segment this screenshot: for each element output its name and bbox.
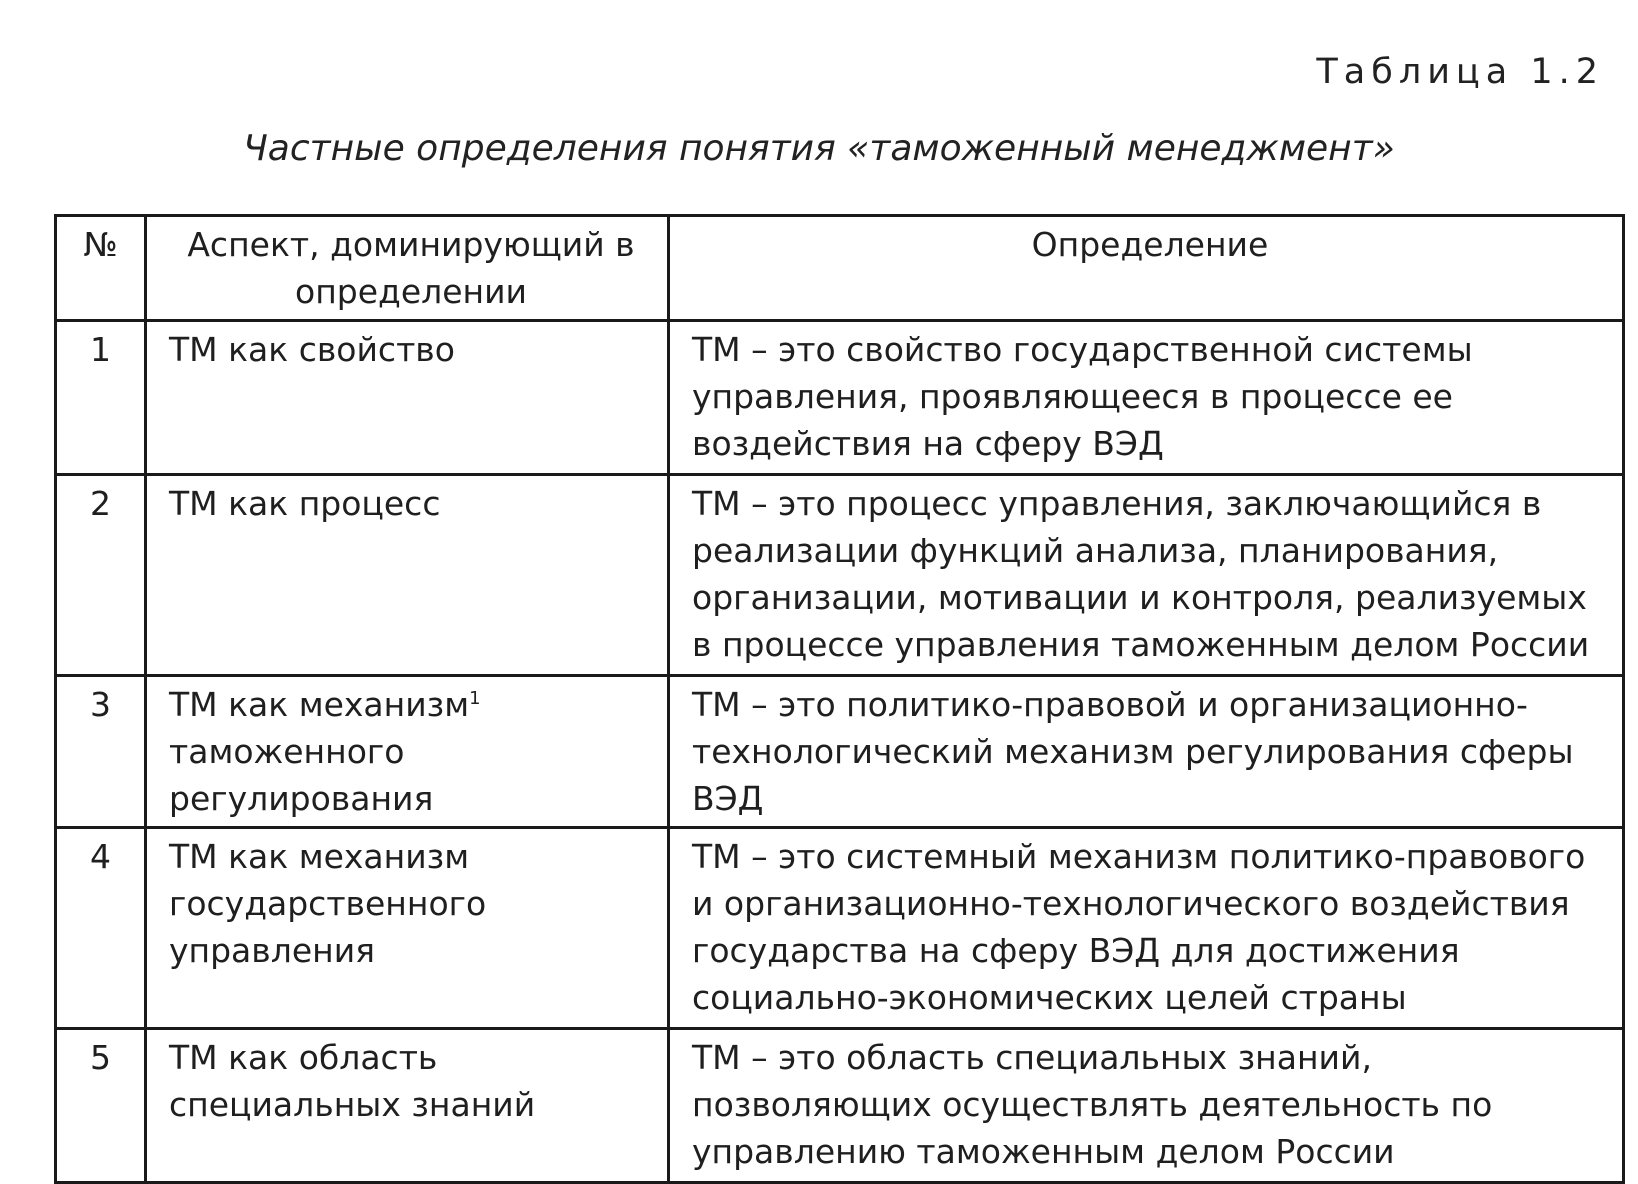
aspect-text: ТМ как механизм [169, 685, 470, 724]
table-row [56, 1029, 1624, 1183]
row-number: 1 [56, 321, 146, 475]
footnote-marker: 1 [469, 688, 481, 709]
row-aspect [146, 676, 669, 828]
row-definition: ТМ – это процесс управления, заключающийся в реализации функций анализа, планирования, организации, мотивации и контроля, реализуемых в процессе управления таможенным делом России [669, 475, 1624, 676]
row-number: 5 [56, 1029, 146, 1183]
row-number: 4 [56, 828, 146, 1029]
table-row [56, 676, 1624, 828]
table-header-row [56, 216, 1624, 321]
header-definition: Определение [669, 216, 1624, 321]
row-aspect: ТМ как свойство [146, 321, 669, 475]
row-number: 2 [56, 475, 146, 676]
header-num: № [56, 216, 146, 321]
row-definition: ТМ – это область специальных знаний, позволяющих осуществлять деятельность по управлению таможенным делом России [669, 1029, 1624, 1183]
aspect-text-rest: таможенного регулирования [169, 732, 434, 818]
definitions-table [54, 214, 1625, 1184]
row-number: 3 [56, 676, 146, 828]
row-definition: ТМ – это свойство государственной системы управления, проявляющееся в процессе ее воздействия на сферу ВЭД [669, 321, 1624, 475]
table-row [56, 828, 1624, 1029]
row-definition: ТМ – это системный механизм политико-правового и организационно-технологического воздействия государства на сферу ВЭД для достижения социально-экономических целей страны [669, 828, 1624, 1029]
table-row [56, 321, 1624, 475]
table-number-label: Таблица 1.2 [1316, 52, 1604, 92]
row-definition: ТМ – это политико-правовой и организационно-технологический механизм регулирования сферы ВЭД [669, 676, 1624, 828]
row-aspect: ТМ как механизм государственного управления [146, 828, 669, 1029]
table-caption: Частные определения понятия «таможенный менеджмент» [243, 128, 1395, 169]
header-aspect: Аспект, доминирующий в определении [146, 216, 669, 321]
table-row [56, 475, 1624, 676]
row-aspect: ТМ как область специальных знаний [146, 1029, 669, 1183]
row-aspect: ТМ как процесс [146, 475, 669, 676]
